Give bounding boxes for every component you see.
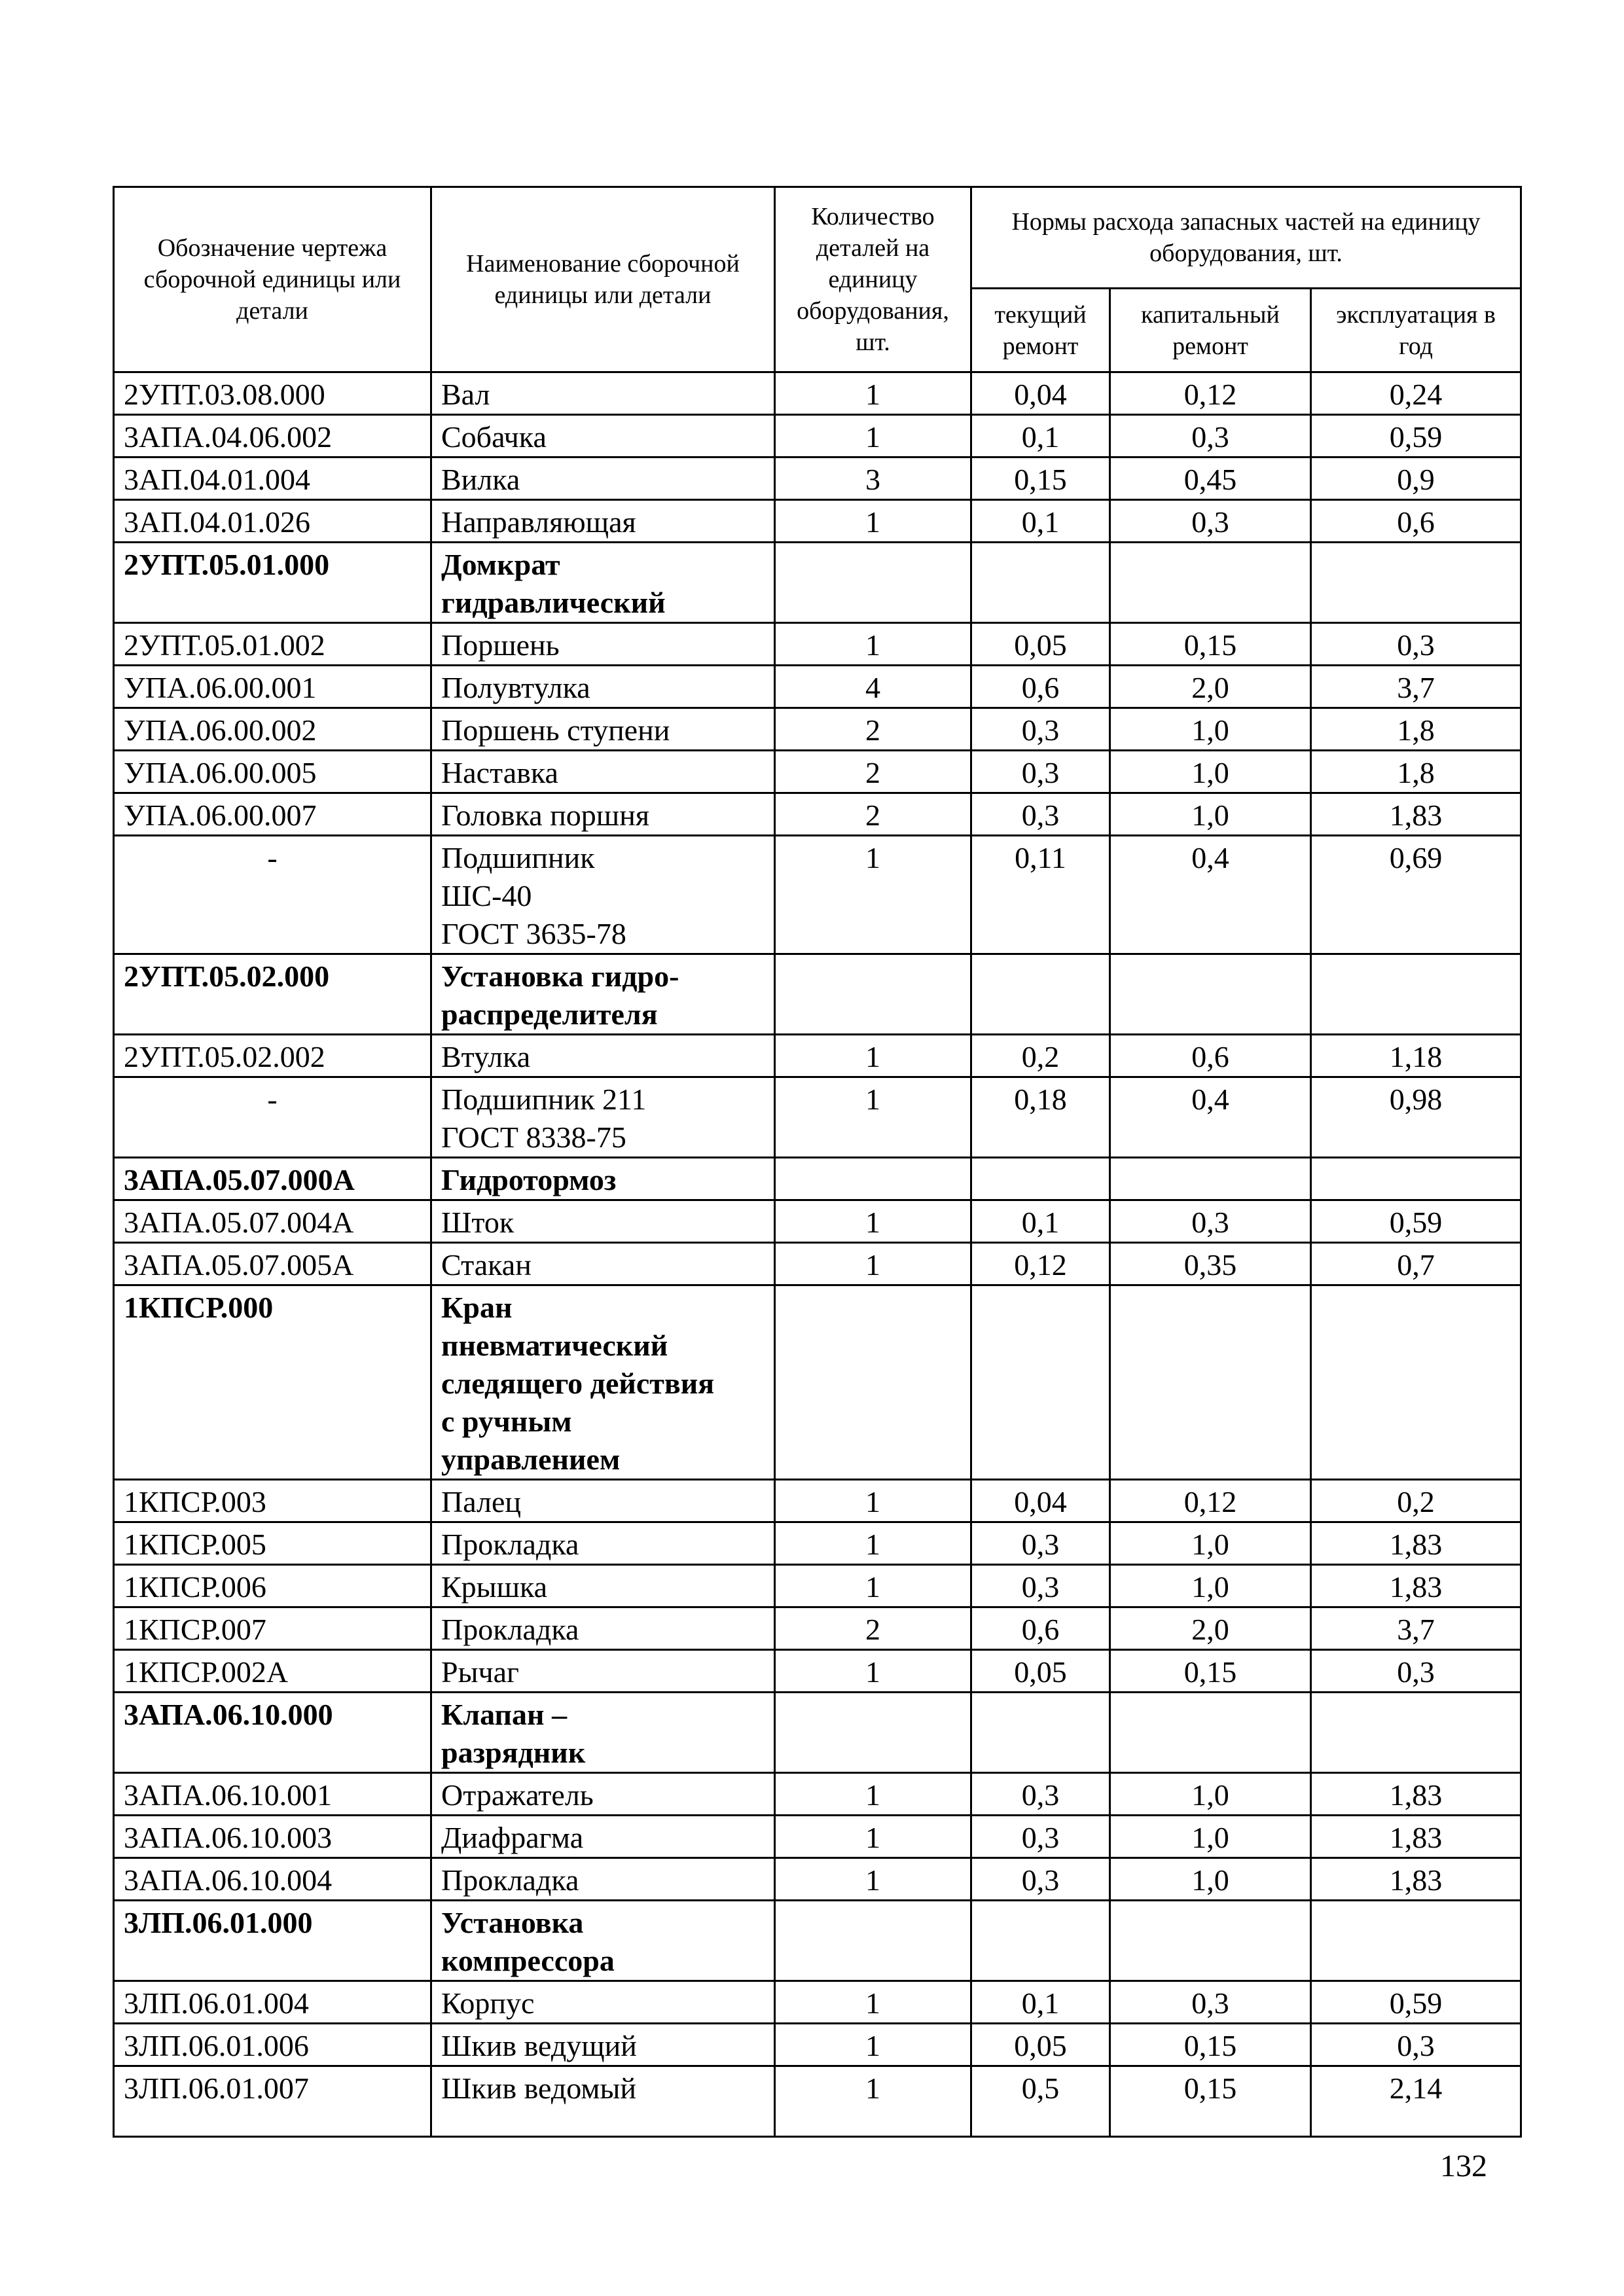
cell-qty	[775, 543, 971, 623]
header-qty: Количество деталей на единицу оборудования, шт.	[775, 187, 971, 372]
cell-operation: 0,6	[1311, 500, 1521, 543]
cell-capital-repair: 1,0	[1110, 1565, 1311, 1607]
cell-qty	[775, 1693, 971, 1773]
cell-operation: 0,3	[1311, 2024, 1521, 2066]
table-row	[114, 500, 1521, 543]
cell-qty	[775, 1285, 971, 1480]
cell-current-repair: 0,6	[971, 1607, 1110, 1650]
table-group-row	[114, 954, 1521, 1035]
cell-current-repair: 0,3	[971, 1816, 1110, 1858]
table-row	[114, 836, 1521, 954]
cell-qty: 4	[775, 666, 971, 708]
table-group-row	[114, 1285, 1521, 1480]
cell-code: 2УПТ.05.02.000	[114, 954, 431, 1035]
cell-capital-repair: 0,15	[1110, 623, 1311, 666]
cell-capital-repair	[1110, 1158, 1311, 1200]
table-row	[114, 1035, 1521, 1077]
cell-operation	[1311, 954, 1521, 1035]
header-norms: Нормы расхода запасных частей на единицу оборудования, шт.	[971, 187, 1521, 289]
cell-current-repair: 0,12	[971, 1243, 1110, 1285]
cell-operation: 1,83	[1311, 1773, 1521, 1816]
cell-name: Гидротормоз	[431, 1158, 775, 1200]
cell-capital-repair: 1,0	[1110, 1522, 1311, 1565]
table-row	[114, 1200, 1521, 1243]
cell-name: Корпус	[431, 1981, 775, 2024]
cell-code: 2УПТ.05.01.000	[114, 543, 431, 623]
cell-current-repair: 0,04	[971, 1480, 1110, 1522]
cell-qty: 1	[775, 836, 971, 954]
table-row	[114, 1565, 1521, 1607]
table-row	[114, 1816, 1521, 1858]
cell-operation: 1,83	[1311, 1816, 1521, 1858]
cell-name: Шток	[431, 1200, 775, 1243]
cell-operation: 0,59	[1311, 1200, 1521, 1243]
spare-parts-table	[113, 186, 1522, 2138]
cell-capital-repair: 0,3	[1110, 415, 1311, 457]
cell-code: -	[114, 836, 431, 954]
cell-code: 3ЛП.06.01.000	[114, 1901, 431, 1981]
cell-current-repair: 0,1	[971, 415, 1110, 457]
table-row	[114, 372, 1521, 415]
cell-capital-repair: 2,0	[1110, 666, 1311, 708]
cell-current-repair	[971, 1285, 1110, 1480]
page-number: 132	[1440, 2149, 1487, 2183]
cell-qty: 1	[775, 1858, 971, 1901]
cell-operation: 0,3	[1311, 623, 1521, 666]
cell-qty: 1	[775, 500, 971, 543]
cell-code: 3ЛП.06.01.006	[114, 2024, 431, 2066]
cell-qty	[775, 1901, 971, 1981]
cell-code: 1КПСР.007	[114, 1607, 431, 1650]
cell-name: Подшипник 211 ГОСТ 8338-75	[431, 1077, 775, 1158]
table-row	[114, 623, 1521, 666]
header-operation: эксплуатация в год	[1311, 289, 1521, 372]
table-row	[114, 1243, 1521, 1285]
table-row	[114, 1858, 1521, 1901]
cell-current-repair: 0,5	[971, 2066, 1110, 2137]
cell-current-repair: 0,05	[971, 2024, 1110, 2066]
cell-code: УПА.06.00.005	[114, 751, 431, 793]
cell-code: УПА.06.00.007	[114, 793, 431, 836]
cell-name: Установка компрессора	[431, 1901, 775, 1981]
table-body	[114, 372, 1521, 2137]
table-row	[114, 1773, 1521, 1816]
cell-name: Палец	[431, 1480, 775, 1522]
cell-name: Наставка	[431, 751, 775, 793]
cell-current-repair: 0,04	[971, 372, 1110, 415]
cell-capital-repair: 0,3	[1110, 1200, 1311, 1243]
cell-name: Прокладка	[431, 1522, 775, 1565]
cell-code: 2УПТ.05.02.002	[114, 1035, 431, 1077]
cell-capital-repair: 1,0	[1110, 1858, 1311, 1901]
cell-code: 3ЛП.06.01.004	[114, 1981, 431, 2024]
cell-code: 1КПСР.003	[114, 1480, 431, 1522]
cell-current-repair: 0,3	[971, 793, 1110, 836]
cell-operation	[1311, 1901, 1521, 1981]
cell-name: Вал	[431, 372, 775, 415]
cell-operation: 0,7	[1311, 1243, 1521, 1285]
cell-code: 1КПСР.002А	[114, 1650, 431, 1693]
cell-operation: 0,59	[1311, 415, 1521, 457]
cell-code: 3АП.04.01.026	[114, 500, 431, 543]
cell-code: 3АП.04.01.004	[114, 457, 431, 500]
cell-current-repair: 0,11	[971, 836, 1110, 954]
cell-qty: 1	[775, 1200, 971, 1243]
table-row	[114, 1480, 1521, 1522]
cell-current-repair: 0,3	[971, 1858, 1110, 1901]
cell-operation: 0,69	[1311, 836, 1521, 954]
cell-capital-repair: 1,0	[1110, 1773, 1311, 1816]
table-row	[114, 1650, 1521, 1693]
cell-capital-repair: 0,12	[1110, 1480, 1311, 1522]
cell-qty: 3	[775, 457, 971, 500]
cell-current-repair: 0,1	[971, 500, 1110, 543]
cell-operation: 1,18	[1311, 1035, 1521, 1077]
cell-current-repair: 0,3	[971, 1522, 1110, 1565]
cell-capital-repair: 0,45	[1110, 457, 1311, 500]
cell-operation: 0,24	[1311, 372, 1521, 415]
cell-name: Прокладка	[431, 1607, 775, 1650]
cell-operation: 1,83	[1311, 1858, 1521, 1901]
cell-qty: 1	[775, 1773, 971, 1816]
table-row	[114, 1981, 1521, 2024]
cell-code: -	[114, 1077, 431, 1158]
cell-code: 2УПТ.03.08.000	[114, 372, 431, 415]
cell-name: Направляющая	[431, 500, 775, 543]
cell-current-repair	[971, 1901, 1110, 1981]
header-code: Обозначение чертежа сборочной единицы или детали	[114, 187, 431, 372]
cell-qty: 1	[775, 1522, 971, 1565]
cell-qty: 2	[775, 708, 971, 751]
table-row	[114, 2066, 1521, 2137]
cell-capital-repair: 1,0	[1110, 1816, 1311, 1858]
cell-current-repair: 0,3	[971, 1565, 1110, 1607]
cell-current-repair	[971, 1158, 1110, 1200]
header-name: Наименование сборочной единицы или детали	[431, 187, 775, 372]
cell-operation: 1,8	[1311, 708, 1521, 751]
cell-qty: 1	[775, 1981, 971, 2024]
cell-qty: 1	[775, 1243, 971, 1285]
cell-operation: 0,2	[1311, 1480, 1521, 1522]
cell-current-repair	[971, 1693, 1110, 1773]
cell-capital-repair	[1110, 543, 1311, 623]
cell-current-repair: 0,18	[971, 1077, 1110, 1158]
table-row	[114, 457, 1521, 500]
cell-capital-repair: 0,4	[1110, 836, 1311, 954]
cell-current-repair: 0,05	[971, 1650, 1110, 1693]
cell-operation: 2,14	[1311, 2066, 1521, 2137]
cell-code: 1КПСР.000	[114, 1285, 431, 1480]
cell-capital-repair	[1110, 1285, 1311, 1480]
cell-code: 3АПА.06.10.001	[114, 1773, 431, 1816]
cell-operation	[1311, 1158, 1521, 1200]
cell-name: Отражатель	[431, 1773, 775, 1816]
cell-current-repair: 0,3	[971, 708, 1110, 751]
cell-capital-repair: 1,0	[1110, 708, 1311, 751]
cell-capital-repair: 0,35	[1110, 1243, 1311, 1285]
cell-capital-repair	[1110, 954, 1311, 1035]
cell-current-repair: 0,6	[971, 666, 1110, 708]
cell-operation: 1,83	[1311, 793, 1521, 836]
cell-name: Диафрагма	[431, 1816, 775, 1858]
cell-qty	[775, 1158, 971, 1200]
header-capital-repair: капитальный ремонт	[1110, 289, 1311, 372]
cell-operation: 0,59	[1311, 1981, 1521, 2024]
cell-operation: 3,7	[1311, 666, 1521, 708]
cell-current-repair: 0,05	[971, 623, 1110, 666]
cell-code: 3АПА.05.07.004А	[114, 1200, 431, 1243]
cell-capital-repair: 2,0	[1110, 1607, 1311, 1650]
cell-name: Кран пневматический следящего действия с ручным управлением	[431, 1285, 775, 1480]
cell-operation: 1,8	[1311, 751, 1521, 793]
cell-capital-repair: 1,0	[1110, 793, 1311, 836]
cell-name: Втулка	[431, 1035, 775, 1077]
cell-name: Вилка	[431, 457, 775, 500]
cell-operation: 1,83	[1311, 1522, 1521, 1565]
cell-qty: 1	[775, 2024, 971, 2066]
cell-operation: 1,83	[1311, 1565, 1521, 1607]
cell-current-repair: 0,15	[971, 457, 1110, 500]
cell-capital-repair: 0,15	[1110, 2066, 1311, 2137]
cell-name: Прокладка	[431, 1858, 775, 1901]
table-row	[114, 793, 1521, 836]
cell-operation: 3,7	[1311, 1607, 1521, 1650]
cell-qty: 1	[775, 623, 971, 666]
cell-capital-repair: 0,3	[1110, 1981, 1311, 2024]
cell-code: 3АПА.05.07.000А	[114, 1158, 431, 1200]
cell-qty: 1	[775, 1480, 971, 1522]
cell-qty: 1	[775, 415, 971, 457]
cell-current-repair	[971, 954, 1110, 1035]
table-row	[114, 708, 1521, 751]
cell-name: Поршень ступени	[431, 708, 775, 751]
table-row	[114, 1522, 1521, 1565]
cell-code: УПА.06.00.001	[114, 666, 431, 708]
cell-code: 1КПСР.006	[114, 1565, 431, 1607]
cell-name: Установка гидро-распределителя	[431, 954, 775, 1035]
cell-name: Рычаг	[431, 1650, 775, 1693]
cell-capital-repair: 1,0	[1110, 751, 1311, 793]
cell-capital-repair: 0,3	[1110, 500, 1311, 543]
cell-capital-repair	[1110, 1901, 1311, 1981]
cell-name: Собачка	[431, 415, 775, 457]
cell-code: 3ЛП.06.01.007	[114, 2066, 431, 2137]
cell-code: 3АПА.04.06.002	[114, 415, 431, 457]
cell-qty: 1	[775, 1077, 971, 1158]
table-row	[114, 415, 1521, 457]
table-row	[114, 1607, 1521, 1650]
header-current-repair: текущий ремонт	[971, 289, 1110, 372]
cell-code: УПА.06.00.002	[114, 708, 431, 751]
cell-name: Головка поршня	[431, 793, 775, 836]
cell-capital-repair: 0,12	[1110, 372, 1311, 415]
cell-qty: 1	[775, 1035, 971, 1077]
cell-name: Домкрат гидравлический	[431, 543, 775, 623]
table-row	[114, 2024, 1521, 2066]
cell-name: Подшипник ШС-40 ГОСТ 3635-78	[431, 836, 775, 954]
cell-qty: 1	[775, 1565, 971, 1607]
cell-current-repair: 0,1	[971, 1981, 1110, 2024]
table-row	[114, 666, 1521, 708]
cell-current-repair: 0,3	[971, 751, 1110, 793]
cell-qty: 2	[775, 793, 971, 836]
cell-qty: 1	[775, 2066, 971, 2137]
table-group-row	[114, 543, 1521, 623]
cell-capital-repair: 0,4	[1110, 1077, 1311, 1158]
table-group-row	[114, 1158, 1521, 1200]
cell-name: Шкив ведущий	[431, 2024, 775, 2066]
table-row	[114, 751, 1521, 793]
cell-qty: 1	[775, 1650, 971, 1693]
cell-code: 3АПА.06.10.003	[114, 1816, 431, 1858]
cell-current-repair	[971, 543, 1110, 623]
cell-operation: 0,3	[1311, 1650, 1521, 1693]
cell-current-repair: 0,2	[971, 1035, 1110, 1077]
cell-operation	[1311, 543, 1521, 623]
cell-name: Стакан	[431, 1243, 775, 1285]
cell-operation	[1311, 1693, 1521, 1773]
table-group-row	[114, 1901, 1521, 1981]
cell-operation	[1311, 1285, 1521, 1480]
cell-name: Полувтулка	[431, 666, 775, 708]
cell-code: 2УПТ.05.01.002	[114, 623, 431, 666]
cell-operation: 0,98	[1311, 1077, 1521, 1158]
cell-name: Поршень	[431, 623, 775, 666]
cell-qty	[775, 954, 971, 1035]
cell-capital-repair: 0,15	[1110, 2024, 1311, 2066]
cell-code: 3АПА.05.07.005А	[114, 1243, 431, 1285]
table-group-row	[114, 1693, 1521, 1773]
cell-capital-repair	[1110, 1693, 1311, 1773]
cell-current-repair: 0,3	[971, 1773, 1110, 1816]
cell-code: 3АПА.06.10.004	[114, 1858, 431, 1901]
cell-name: Клапан – разрядник	[431, 1693, 775, 1773]
cell-code: 3АПА.06.10.000	[114, 1693, 431, 1773]
cell-capital-repair: 0,6	[1110, 1035, 1311, 1077]
cell-code: 1КПСР.005	[114, 1522, 431, 1565]
cell-name: Шкив ведомый	[431, 2066, 775, 2137]
cell-qty: 2	[775, 1607, 971, 1650]
cell-qty: 1	[775, 1816, 971, 1858]
cell-qty: 1	[775, 372, 971, 415]
cell-capital-repair: 0,15	[1110, 1650, 1311, 1693]
cell-qty: 2	[775, 751, 971, 793]
cell-operation: 0,9	[1311, 457, 1521, 500]
cell-name: Крышка	[431, 1565, 775, 1607]
cell-current-repair: 0,1	[971, 1200, 1110, 1243]
table-row	[114, 1077, 1521, 1158]
